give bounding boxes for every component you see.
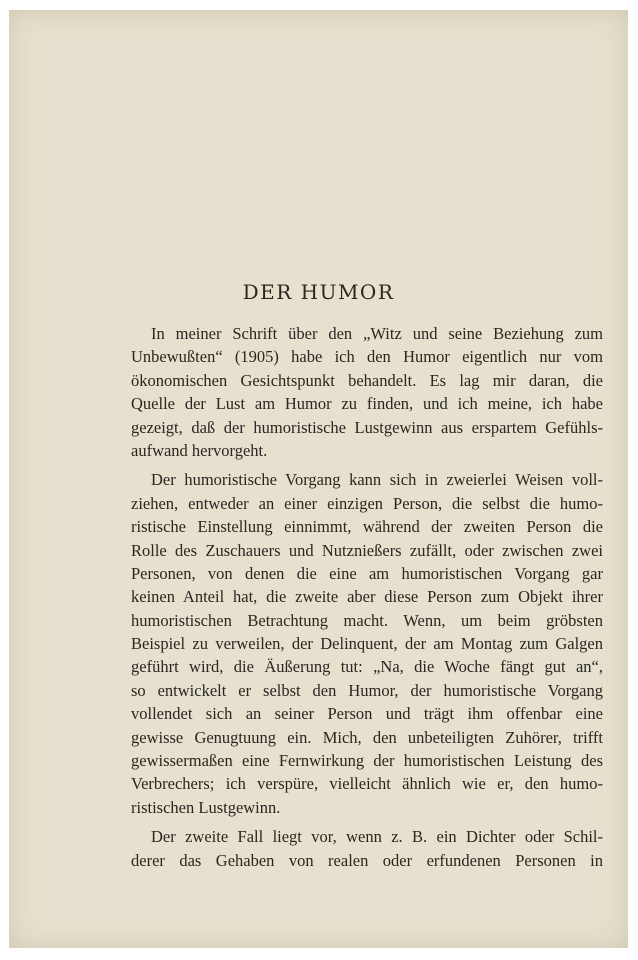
text-line: derer das Gehaben von realen oder erfundenen Personen in xyxy=(131,850,603,870)
text-line: ziehen, entweder an einer einzigen Person, die selbst die humo- xyxy=(131,493,603,513)
chapter-title: DER HUMOR xyxy=(242,280,395,304)
text-line: Personen, von denen die eine am humoristischen Vorgang gar xyxy=(131,563,603,583)
text-line: gewissermaßen eine Fernwirkung der humoristischen Leistung des xyxy=(131,751,603,771)
text-line: Quelle der Lust am Humor zu finden, und ich meine, ich habe xyxy=(131,394,603,414)
text-line: Unbewußten“ (1905) habe ich den Humor eigentlich nur vom xyxy=(131,347,603,367)
body-text xyxy=(131,322,603,878)
text-line: Rolle des Zuschauers und Nutznießers zufällt, oder zwischen zwei xyxy=(131,540,603,560)
text-line: gewisse Genugtuung ein. Mich, den unbeteiligten Zuhörer, trifft xyxy=(131,727,603,747)
text-line: Der humoristische Vorgang kann sich in zweierlei Weisen voll- xyxy=(151,470,603,490)
text-line: ristische Einstellung einnimmt, während der zweiten Person die xyxy=(131,517,603,537)
text-line: gezeigt, daß der humoristische Lustgewinn aus erspartem Gefühls- xyxy=(131,417,603,437)
paragraph-2 xyxy=(131,468,603,819)
text-line: keinen Anteil hat, die zweite aber diese Person zum Objekt ihrer xyxy=(131,587,603,607)
text-line: In meiner Schrift über den „Witz und seine Beziehung zum xyxy=(151,324,603,343)
book-page xyxy=(9,10,628,948)
text-line: ristischen Lustgewinn. xyxy=(131,797,281,817)
text-line: Beispiel zu verweilen, der Delinquent, der am Montag zum Galgen xyxy=(131,634,603,654)
paragraph-3 xyxy=(131,825,603,872)
text-line: Der zweite Fall liegt vor, wenn z. B. ein Dichter oder Schil- xyxy=(151,827,603,847)
text-line: so entwickelt er selbst den Humor, der humoristische Vorgang xyxy=(131,680,603,700)
text-line: Verbrechers; ich verspüre, vielleicht ähnlich wie er, den humo- xyxy=(131,774,603,794)
text-line: humoristischen Betrachtung macht. Wenn, um beim gröbsten xyxy=(131,610,603,630)
text-line: aufwand hervorgeht. xyxy=(131,440,268,460)
text-line: vollendet sich an seiner Person und trägt ihm offenbar eine xyxy=(131,704,603,724)
text-line: ökonomischen Gesichtspunkt behandelt. Es lag mir daran, die xyxy=(131,370,603,390)
text-line: geführt wird, die Äußerung tut: „Na, die Woche fängt gut an“, xyxy=(131,657,603,677)
paragraph-1 xyxy=(131,322,603,462)
